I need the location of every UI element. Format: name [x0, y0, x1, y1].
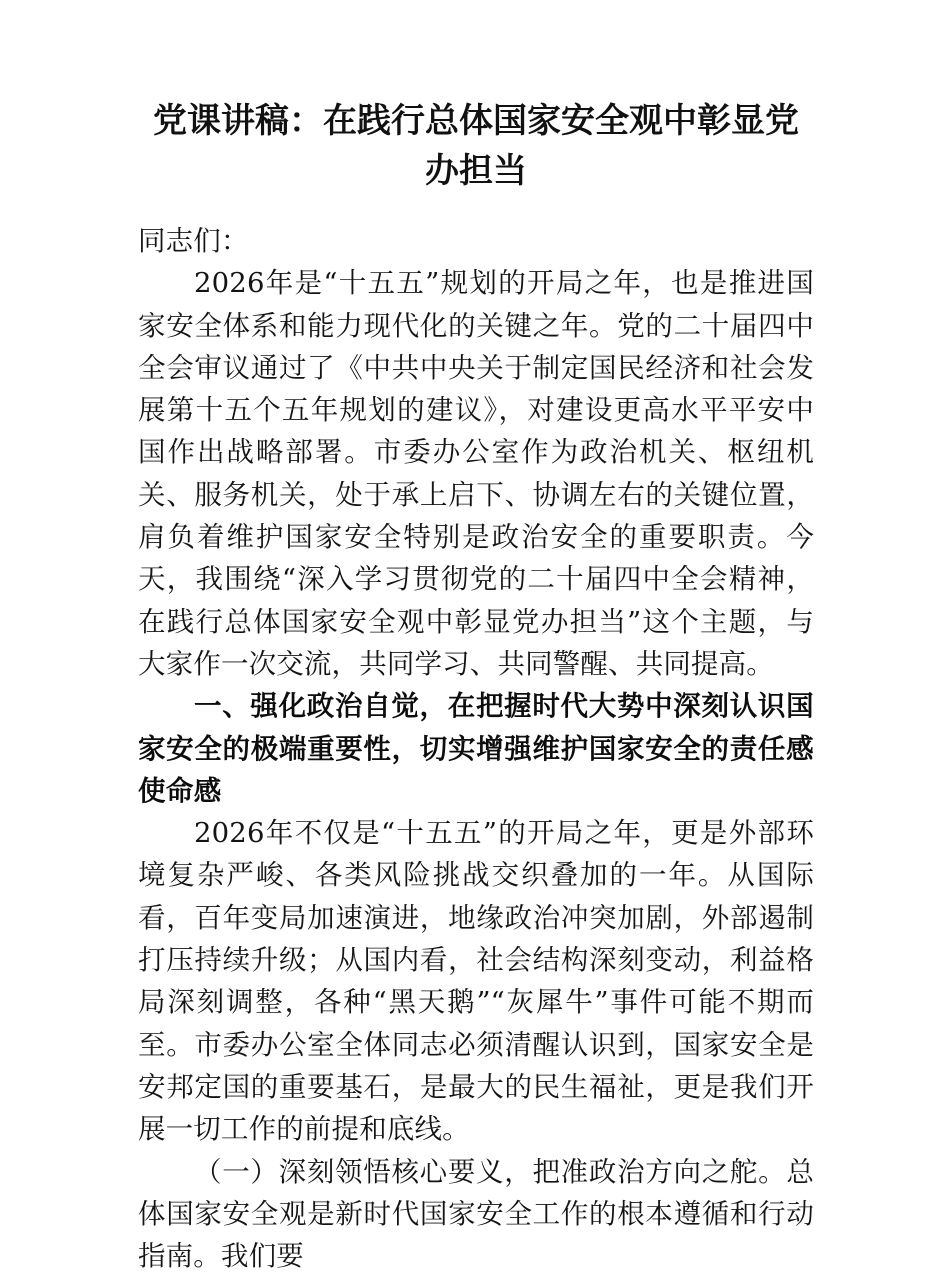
body-paragraph-2: 2026年不仅是“十五五”的开局之年，更是外部环境复杂严峻、各类风险挑战交织叠加的一年。从国际看，百年变局加速演进，地缘政治冲突加剧，外部遏制打压持续升级；从国内看，社会结构深刻变动，利益格局深刻调整，各种“黑天鹅”“灰犀牛”事件可能不期而至。市委办公室全体同志必须清醒认识到，国家安全是安邦定国的重要基石，是最大的民生福祉，更是我们开展一切工作的前提和底线。	[138, 817, 814, 1146]
salutation: 同志们：	[138, 225, 249, 257]
page-title-text: 党课讲稿：在践行总体国家安全观中彰显党办担当	[153, 101, 799, 191]
body-paragraph-1: 2026年是“十五五”规划的开局之年，也是推进国家安全体系和能力现代化的关键之年。党的二十届四中全会审议通过了《中共中央关于制定国民经济和社会发展第十五个五年规划的建议》，对建设更高水平平安中国作出战略部署。市委办公室作为政治机关、枢纽机关、服务机关，处于承上启下、协调左右的关键位置，肩负着维护国家安全特别是政治安全的重要职责。今天，我围绕“深入学习贯彻党的二十届四中全会精神，在践行总体国家安全观中彰显党办担当”这个主题，与大家作一次交流，共同学习、共同警醒、共同提高。	[138, 267, 814, 680]
page-title	[138, 96, 814, 196]
document-content	[138, 96, 814, 1277]
section-heading-1: 一、强化政治自觉，在把握时代大势中深刻认识国家安全的极端重要性，切实增强维护国家安全的责任感使命感	[138, 690, 814, 807]
body-paragraph-3: （一）深刻领悟核心要义，把准政治方向之舵。总体国家安全观是新时代国家安全工作的根本遵循和行动指南。我们要	[138, 1155, 814, 1273]
